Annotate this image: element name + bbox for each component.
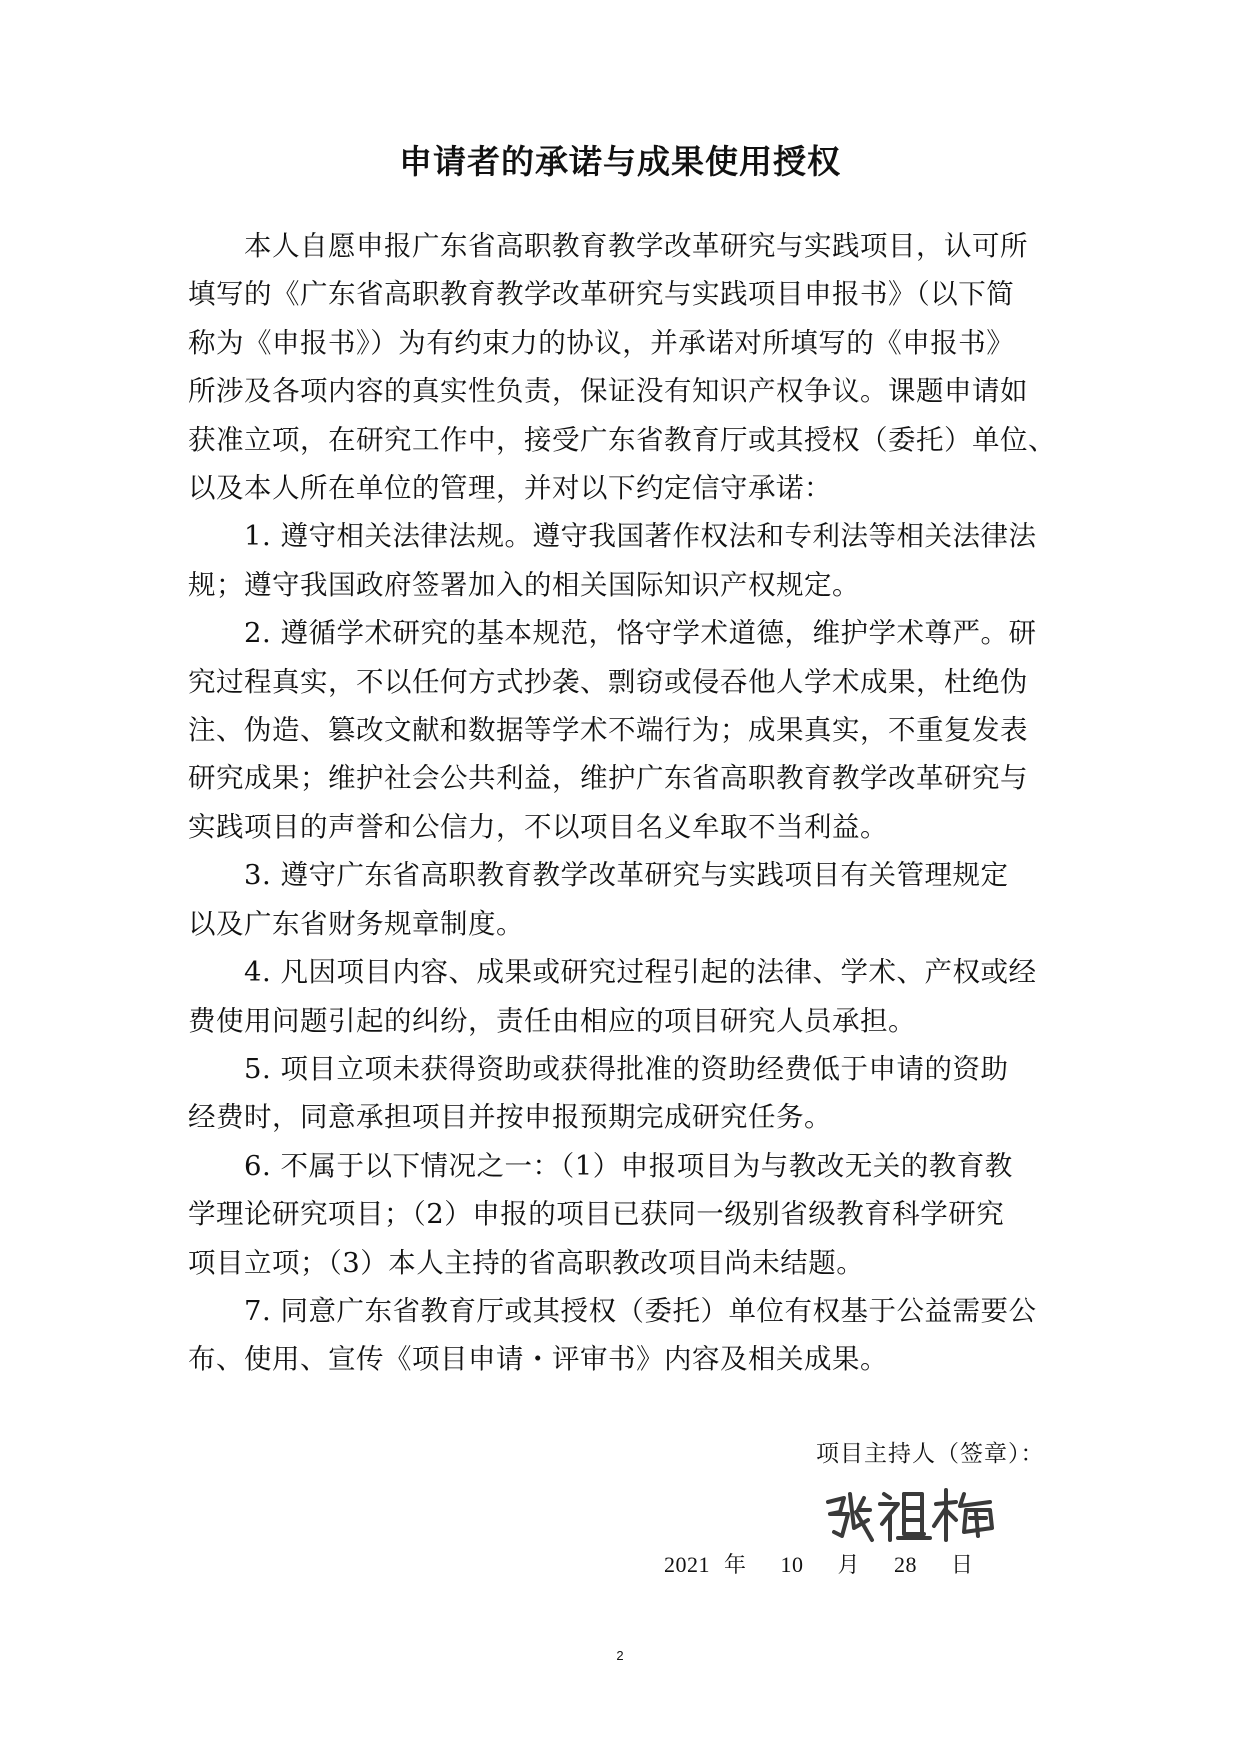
intro-line: 称为《申报书》）为有约束力的协议，并承诺对所填写的《申报书》 xyxy=(188,326,1015,359)
date-year-unit: 年 xyxy=(724,1553,747,1578)
commitment-line: 6. 不属于以下情况之一：（1）申报项目为与教改无关的教育教 xyxy=(244,1149,1013,1182)
date-day: 28 xyxy=(894,1552,918,1577)
commitment-line: 注、伪造、篡改文献和数据等学术不端行为；成果真实，不重复发表 xyxy=(188,714,1028,747)
date-month: 10 xyxy=(780,1552,804,1577)
commitment-item-2 xyxy=(188,609,1054,851)
signer-label: 项目主持人（签章）： xyxy=(816,1441,1045,1467)
handwritten-signature xyxy=(820,1480,1000,1550)
commitment-item-3 xyxy=(188,851,1054,948)
document-body xyxy=(188,222,1054,1384)
date-year: 2021 xyxy=(664,1552,710,1577)
date-month-unit: 月 xyxy=(837,1553,861,1578)
commitment-line: 实践项目的声誉和公信力，不以项目名义牟取不当利益。 xyxy=(188,810,888,843)
intro-line: 所涉及各项内容的真实性负责，保证没有知识产权争议。课题申请如 xyxy=(188,375,1028,408)
commitment-line: 项目立项；（3）本人主持的省高职教改项目尚未结题。 xyxy=(188,1246,865,1279)
commitment-line: 布、使用、宣传《项目申请・评审书》内容及相关成果。 xyxy=(188,1343,888,1376)
date-day-unit: 日 xyxy=(951,1553,974,1578)
intro-line: 填写的《广东省高职教育教学改革研究与实践项目申报书》（以下简 xyxy=(188,278,1015,311)
commitment-line: 5. 项目立项未获得资助或获得批准的资助经费低于申请的资助 xyxy=(244,1052,1009,1085)
commitment-line: 规；遵守我国政府签署加入的相关国际知识产权规定。 xyxy=(188,568,860,601)
intro-line: 以及本人所在单位的管理，并对以下约定信守承诺： xyxy=(188,472,832,505)
commitment-item-6 xyxy=(188,1142,1054,1287)
intro-line: 获准立项，在研究工作中，接受广东省教育厅或其授权（委托）单位、 xyxy=(188,423,1056,456)
commitment-line: 2. 遵循学术研究的基本规范，恪守学术道德，维护学术尊严。研 xyxy=(244,617,1037,650)
page-number: 2 xyxy=(616,1648,624,1663)
commitment-line: 7. 同意广东省教育厅或其授权（委托）单位有权基于公益需要公 xyxy=(244,1294,1037,1327)
commitment-line: 费使用问题引起的纠纷，责任由相应的项目研究人员承担。 xyxy=(188,1004,916,1037)
commitment-line: 1. 遵守相关法律法规。遵守我国著作权法和专利法等相关法律法 xyxy=(244,520,1037,553)
sign-date xyxy=(664,1550,974,1581)
commitment-line: 4. 凡因项目内容、成果或研究过程引起的法律、学术、产权或经 xyxy=(244,956,1037,989)
document-title: 申请者的承诺与成果使用授权 xyxy=(399,142,841,181)
commitment-item-4 xyxy=(188,948,1054,1045)
intro-line: 本人自愿申报广东省高职教育教学改革研究与实践项目，认可所 xyxy=(244,230,1028,262)
commitment-line: 3. 遵守广东省高职教育教学改革研究与实践项目有关管理规定 xyxy=(244,859,1009,892)
commitment-line: 学理论研究项目；（2）申报的项目已获同一级别省级教育科学研究 xyxy=(188,1198,1005,1231)
intro-paragraph xyxy=(188,222,1054,512)
commitment-item-7 xyxy=(188,1287,1054,1384)
commitment-item-1 xyxy=(188,512,1054,609)
commitment-line: 究过程真实，不以任何方式抄袭、剽窃或侵吞他人学术成果，杜绝伪 xyxy=(188,665,1028,698)
commitment-line: 以及广东省财务规章制度。 xyxy=(188,907,524,940)
commitment-line: 经费时，同意承担项目并按申报预期完成研究任务。 xyxy=(188,1101,832,1134)
commitment-line: 研究成果；维护社会公共利益，维护广东省高职教育教学改革研究与 xyxy=(188,762,1028,795)
commitment-item-5 xyxy=(188,1045,1054,1142)
